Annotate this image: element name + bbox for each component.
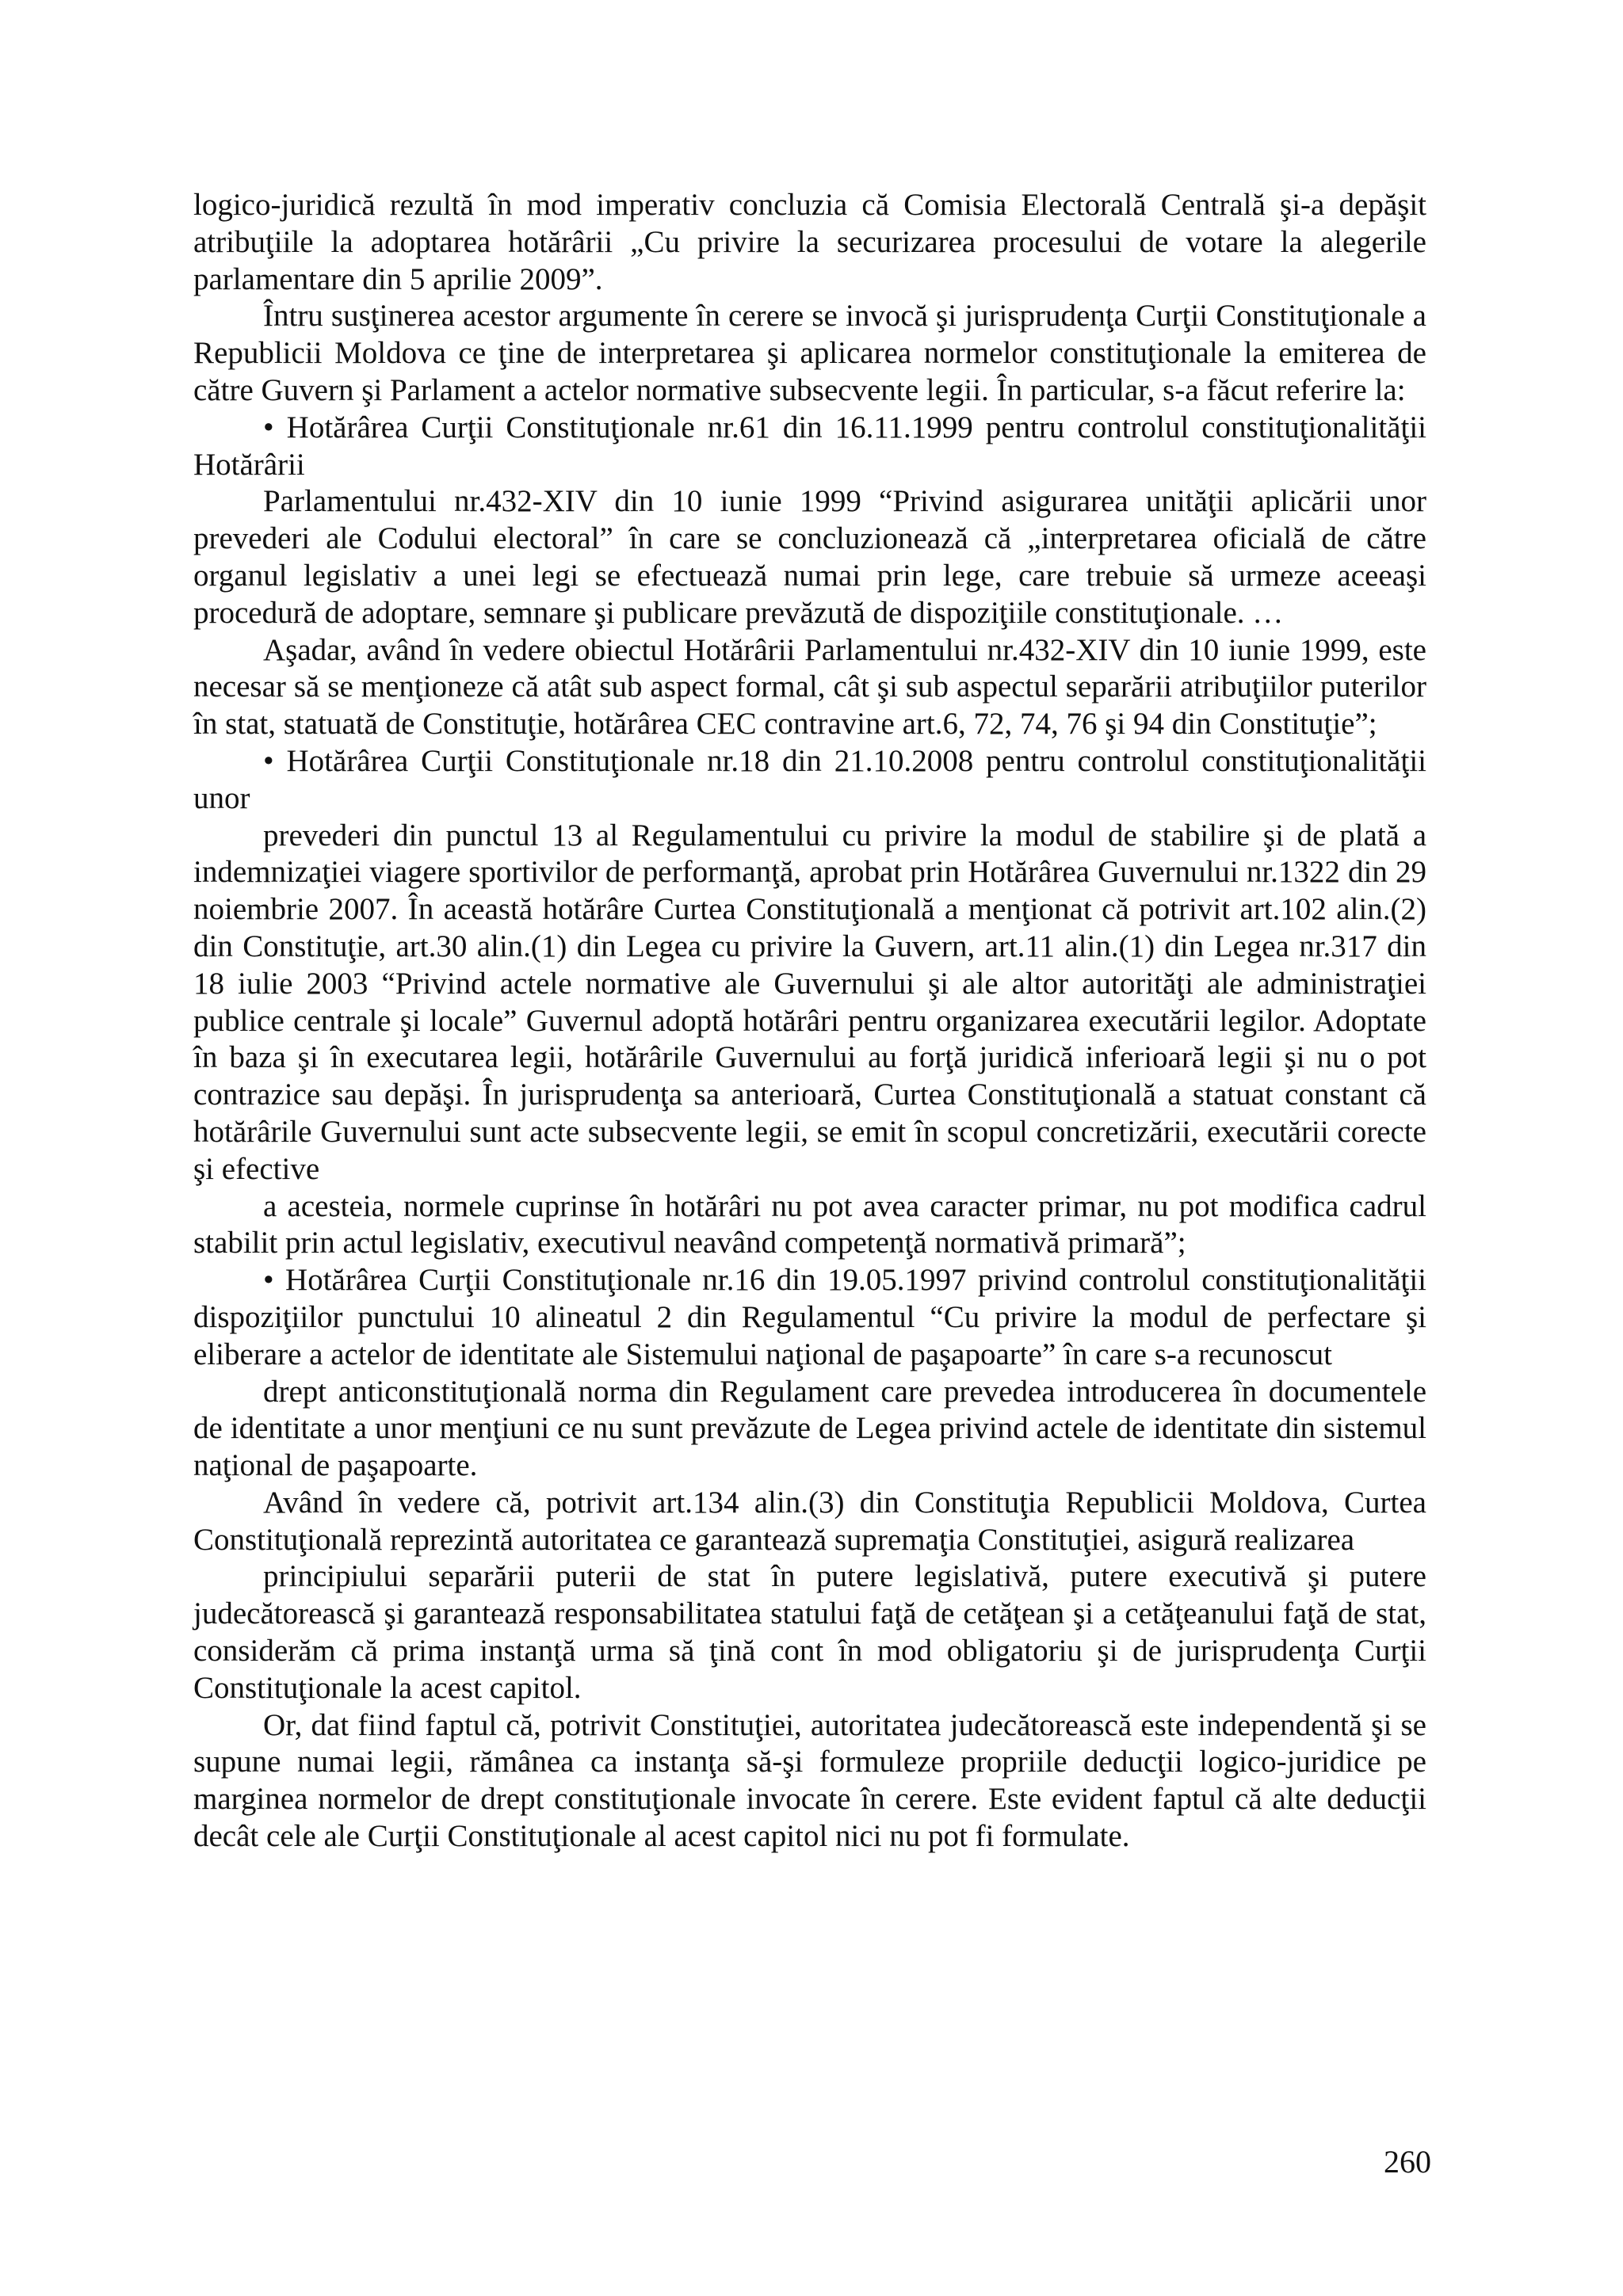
paragraph-9: principiului separării puterii de stat în putere legislativă, putere executivă şi putere judecătorească şi garantează responsabilitatea statului faţă de cetăţean şi a cetăţeanului faţă de stat, considerăm că prima instanţă urma să ţină cont în mod obligatoriu şi de jurisprudenţa Curţii Constituţionale la acest capitol. (193, 1559, 1426, 1705)
paragraph-5: prevederi din punctul 13 al Regulamentului cu privire la modul de stabilire şi de plată a indemnizaţiei viagere sportivilor de performanţă, aprobat prin Hotărârea Guvernului nr.1322 din 29 noiembrie 2007. În această hotărâre Curtea Constituţională a menţionat că potrivit art.102 alin.(2) din Constituţie, art.30 alin.(1) din Legea cu privire la Guvern, art.11 alin.(1) din Legea nr.317 din 18 iulie 2003 “Privind actele normative ale Guvernului şi ale altor autorităţi ale administraţiei publice centrale şi locale” Guvernul adoptă hotărâri pentru organizarea executării legilor. Adoptate în baza şi în executarea legii, hotărârile Guvernului au forţă juridică inferioară legii şi nu o pot contrazice sau depăşi. În jurisprudenţa sa anterioară, Curtea Constituţională a statuat constant că hotărârile Guvernului sunt acte subsecvente legii, se emit în scopul concretizării, executării corecte şi efective (193, 818, 1426, 1186)
page-number: 260 (1384, 2144, 1431, 2180)
body-text (193, 187, 1426, 1855)
paragraph-4: Aşadar, având în vedere obiectul Hotărârii Parlamentului nr.432-XIV din 10 iunie 1999, este necesar să se menţioneze că atât sub aspect formal, cât şi sub aspectul separării atribuţiilor puterilor în stat, statuată de Constituţie, hotărârea CEC contravine art.6, 72, 74, 76 şi 94 din Constituţie”; (193, 632, 1426, 742)
paragraph-3: Parlamentului nr.432-XIV din 10 iunie 1999 “Privind asigurarea unităţii aplicării unor prevederi ale Codului electoral” în care se concluzionează că „interpretarea oficială de către organul legislativ a unei legi se efectuează numai prin lege, care trebuie să urmeze aceeaşi procedură de adoptare, semnare şi publicare prevăzută de dispoziţiile constituţionale. … (193, 484, 1426, 630)
paragraph-6: a acesteia, normele cuprinse în hotărâri nu pot avea caracter primar, nu pot modifica cadrul stabilit prin actul legislativ, executivul neavând competenţă normativă primară”; (193, 1188, 1426, 1261)
paragraph-7: drept anticonstituţională norma din Regulament care prevedea introducerea în documentele de identitate a unor menţiuni ce nu sunt prevăzute de Legea privind actele de identitate din sistemul naţional de paşapoarte. (193, 1374, 1426, 1483)
bullet-item-1: • Hotărârea Curţii Constituţionale nr.61 din 16.11.1999 pentru controlul constituţionalităţii Hotărârii (193, 410, 1426, 482)
paragraph-2: Întru susţinerea acestor argumente în cerere se invocă şi jurisprudenţa Curţii Constituţionale a Republicii Moldova ce ţine de interpretarea şi aplicarea normelor constituţionale la emiterea de către Guvern şi Parlament a actelor normative subsecvente legii. În particular, s-a făcut referire la: (193, 299, 1426, 407)
bullet-item-2: • Hotărârea Curţii Constituţionale nr.18 din 21.10.2008 pentru controlul constituţionalităţii unor (193, 743, 1426, 815)
bullet-item-3: • Hotărârea Curţii Constituţionale nr.16 din 19.05.1997 privind controlul constituţionalităţii dispoziţiilor punctului 10 alineatul 2 din Regulamentul “Cu privire la modul de perfectare şi eliberare a actelor de identitate ale Sistemului naţional de paşapoarte” în care s-a recunoscut (193, 1263, 1426, 1371)
paragraph-1: logico-juridică rezultă în mod imperativ concluzia că Comisia Electorală Centrală şi-a depăşit atribuţiile la adoptarea hotărârii „Cu privire la securizarea procesului de votare la alegerile parlamentare din 5 aprilie 2009”. (193, 188, 1426, 296)
paragraph-10: Or, dat fiind faptul că, potrivit Constituţiei, autoritatea judecătorească este independentă şi se supune numai legii, rămânea ca instanţa să-şi formuleze propriile deducţii logico-juridice pe marginea normelor de drept constituţionale invocate în cerere. Este evident faptul că alte deducţii decât cele ale Curţii Constituţionale al acest capitol nici nu pot fi formulate. (193, 1707, 1426, 1854)
paragraph-8: Având în vedere că, potrivit art.134 alin.(3) din Constituţia Republicii Moldova, Curtea Constituţională reprezintă autoritatea ce garantează supremaţia Constituţiei, asigură realizarea (193, 1485, 1426, 1557)
